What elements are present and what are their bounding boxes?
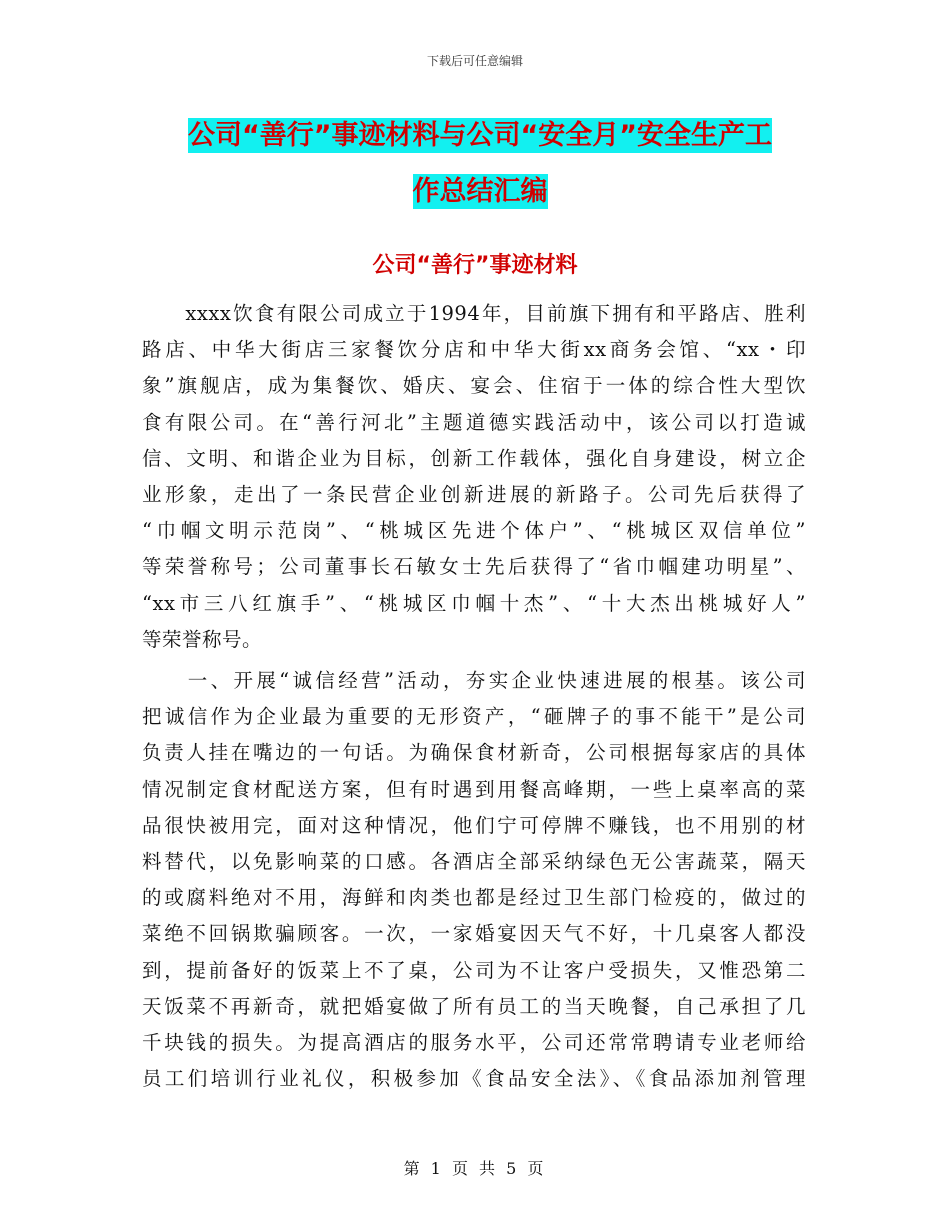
paragraph-line: 菜绝不回锅欺骗顾客。一次，一家婚宴因天气不好，十几桌客人都没	[142, 922, 806, 946]
paragraph-line: 千块钱的损失。为提高酒店的服务水平，公司还常常聘请专业老师给	[142, 1031, 806, 1055]
paragraph-line: 员工们培训行业礼仪，积极参加《食品安全法》、《食品添加剂管理	[142, 1067, 806, 1091]
title-line-2: 作总结汇编	[412, 176, 548, 207]
paragraph-line: 路店、中华大街店三家餐饮分店和中华大街xx商务会馆、“xx・印	[142, 338, 806, 362]
paragraph-line: 信、文明、和谐企业为目标，创新工作载体，强化自身建设，树立企	[142, 446, 806, 470]
paragraph-line: “巾帼文明示范岗”、“桃城区先进个体户”、“桃城区双信单位”	[142, 519, 806, 543]
title-line-1: 公司“善行”事迹材料与公司“安全月”安全生产工	[188, 120, 772, 151]
paragraph-line: 品很快被用完，面对这种情况，他们宁可停牌不赚钱，也不用别的材	[142, 813, 806, 837]
section-title: 公司“善行”事迹材料	[372, 253, 578, 278]
paragraph-line: 的或腐料绝对不用，海鲜和肉类也都是经过卫生部门检疫的，做过的	[142, 886, 806, 910]
paragraph-line: 等荣誉称号；公司董事长石敏女士先后获得了“省巾帼建功明星”、	[142, 555, 806, 579]
paragraph-line: 负责人挂在嘴边的一句话。为确保食材新奇，公司根据每家店的具体	[142, 741, 806, 765]
paragraph-line: 业形象，走出了一条民营企业创新进展的新路子。公司先后获得了	[142, 483, 806, 507]
paragraph-intro	[142, 296, 806, 658]
paragraph-line: 料替代，以免影响菜的口感。各酒店全部采纳绿色无公害蔬菜，隔天	[142, 850, 806, 874]
paragraph-section-one	[142, 663, 806, 1097]
paragraph-line: 到，提前备好的饭菜上不了桌，公司为不让客户受损失，又惟恐第二	[142, 958, 806, 982]
paragraph-line: 等荣誉称号。	[142, 627, 263, 651]
paragraph-line: 把诚信作为企业最为重要的无形资产，“砸牌子的事不能干”是公司	[142, 705, 806, 729]
paragraph-line: “xx市三八红旗手”、“桃城区巾帼十杰”、“十大杰出桃城好人”	[142, 591, 806, 615]
document-title	[140, 108, 820, 220]
paragraph-line: 象”旗舰店，成为集餐饮、婚庆、宴会、住宿于一体的综合性大型饮	[142, 374, 806, 398]
paragraph-line: 天饭菜不再新奇，就把婚宴做了所有员工的当天晚餐，自己承担了几	[142, 994, 806, 1018]
paragraph-line: 一、开展“诚信经营”活动，夯实企业快速进展的根基。该公司	[142, 669, 806, 692]
page-header: 下载后可任意编辑	[426, 54, 523, 68]
paragraph-line: xxxx饮食有限公司成立于1994年，目前旗下拥有和平路店、胜利	[142, 302, 806, 325]
page-footer: 第 1 页 共 5 页	[403, 1159, 547, 1178]
paragraph-line: 情况制定食材配送方案，但有时遇到用餐高峰期，一些上桌率高的菜	[142, 777, 806, 801]
paragraph-line: 食有限公司。在“善行河北”主题道德实践活动中，该公司以打造诚	[142, 410, 806, 434]
